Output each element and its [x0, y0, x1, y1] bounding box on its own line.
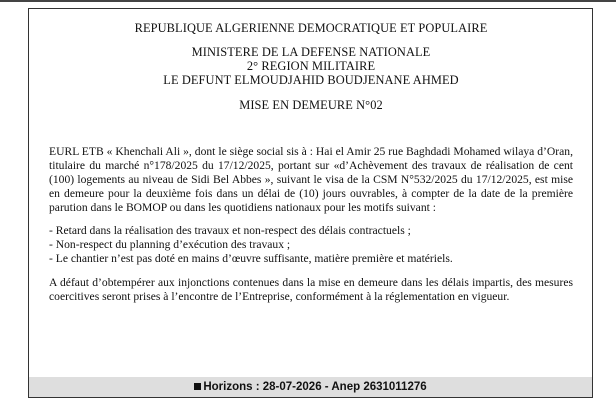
motifs-list [49, 224, 573, 266]
republic-heading: REPUBLIQUE ALGERIENNE DEMOCRATIQUE ET POPULAIRE [134, 21, 488, 35]
motif-item: - Retard dans la réalisation des travaux et non-respect des délais contractuels ; [49, 224, 411, 237]
notice-paragraph-warning: A défaut d’obtempérer aux injonctions contenues dans la mise en demeure dans les délais impartis, des mesures coercitives seront prises à l’encontre de l’Entreprise, conformément à la réglementation en vigueur. [49, 276, 573, 303]
notice-content [49, 19, 573, 304]
publication-reference: Horizons : 28-07-2026 - Anep 2631011276 [203, 381, 427, 393]
top-rule [0, 0, 616, 2]
publication-footer [29, 377, 592, 397]
motif-item: - Le chantier n’est pas doté en mains d’œuvre suffisante, matière première et matériels. [49, 252, 453, 265]
ministry-heading: MINISTERE DE LA DEFENSE NATIONALE [191, 45, 431, 59]
notice-title: MISE EN DEMEURE N°02 [239, 98, 383, 112]
notice-frame [28, 8, 593, 398]
unit-heading: LE DEFUNT ELMOUDJAHID BOUDJENANE AHMED [163, 73, 459, 87]
black-square-icon [194, 383, 201, 390]
ministry-block [49, 45, 573, 87]
notice-paragraph-main: EURL ETB « Khenchali Ali », dont le siège social sis à : Hai el Amir 25 rue Baghdadi Mohamed wilaya d’Oran, titulaire du marché n°178/2025 du 17/12/2025, portant sur «d’Achèvement des travaux de réalisation de cent (100) logements au niveau de Sidi Bel Abbes », suivant le visa de la CSM N°532/2025 du 17/12/2025, est mise en demeure pour la deuxième fois dans un délai de (10) jours ouvrables, à compter de la date de la première parution dans le BOMOP ou dans les quotidiens nationaux pour les motifs suivant : [49, 145, 573, 214]
region-heading: 2° REGION MILITAIRE [246, 59, 376, 73]
motif-item: - Non-respect du planning d’exécution des travaux ; [49, 238, 291, 251]
